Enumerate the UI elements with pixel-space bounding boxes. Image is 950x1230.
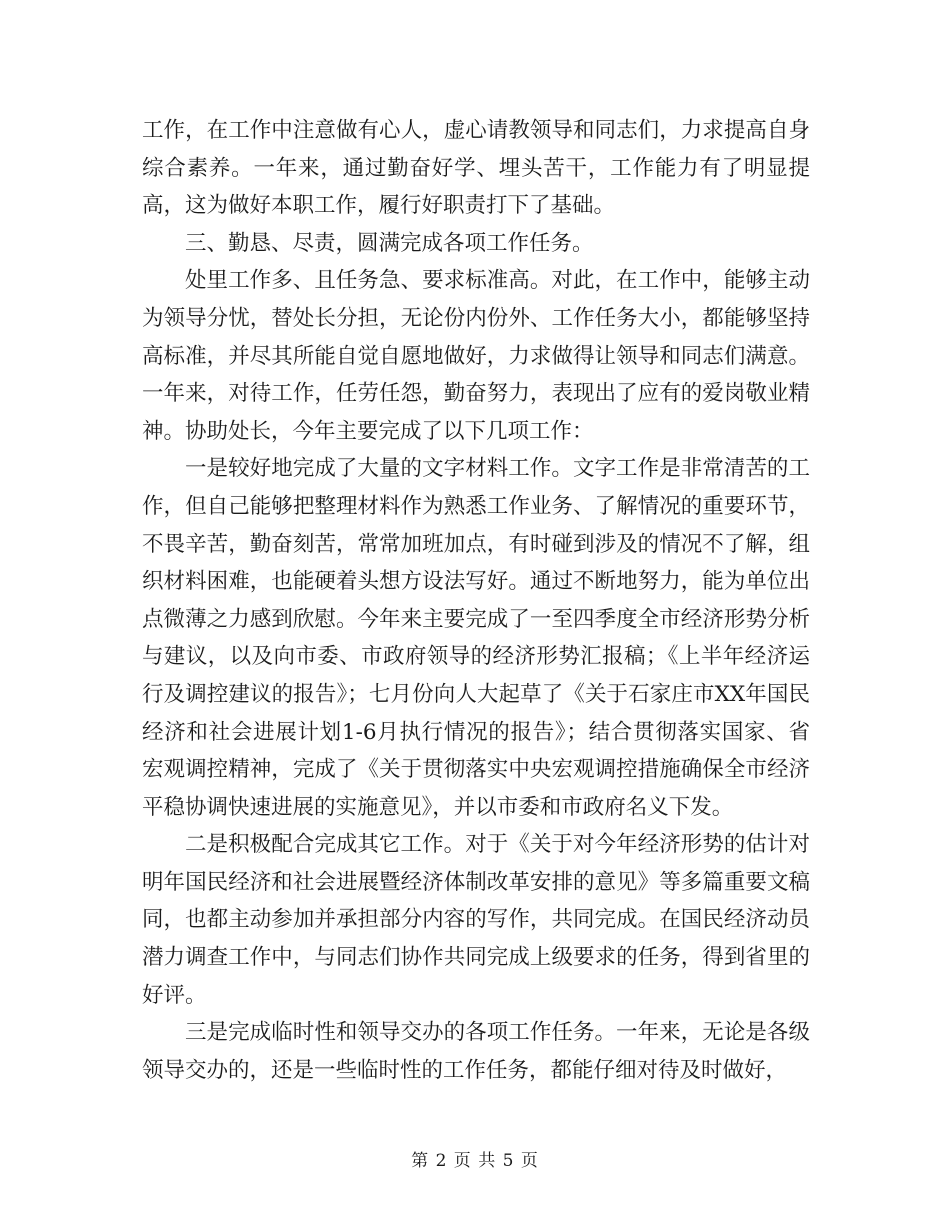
paragraph: 处里工作多、且任务急、要求标准高。对此，在工作中，能够主动为领导分忧，替处长分担，无论份内份外、工作任务大小，都能够坚持高标准，并尽其所能自觉自愿地做好，力求做得让领导和同志们满意。一年来，对待工作，任劳任怨，勤奋努力，表现出了应有的爱岗敬业精神。协助处长，今年主要完成了以下几项工作： — [142, 268, 810, 444]
paragraph: 三是完成临时性和领导交办的各项工作任务。一年来，无论是各级领导交办的，还是一些临时性的工作任务，都能仔细对待及时做好， — [142, 1020, 810, 1083]
paragraph: 二是积极配合完成其它工作。对于《关于对今年经济形势的估计对明年国民经济和社会进展暨经济体制改革安排的意见》等多篇重要文稿同，也都主动参加并承担部分内容的写作，共同完成。在国民经济动员潜力调查工作中，与同志们协作共同完成上级要求的任务，得到省里的好评。 — [142, 832, 810, 1008]
paragraph: 一是较好地完成了大量的文字材料工作。文字工作是非常清苦的工作，但自己能够把整理材料作为熟悉工作业务、了解情况的重要环节，不畏辛苦，勤奋刻苦，常常加班加点，有时碰到涉及的情况不了解，组织材料困难，也能硬着头想方设法写好。通过不断地努力，能为单位出点微薄之力感到欣慰。今年来主要完成了一至四季度全市经济形势分析与建议，以及向市委、市政府领导的经济形势汇报稿；《上半年经济运行及调控建议的报告》；七月份向人大起草了《关于石家庄市XX年国民经济和社会进展计划1-6月执行情况的报告》；结合贯彻落实国家、省宏观调控精神，完成了《关于贯彻落实中央宏观调控措施确保全市经济平稳协调快速进展的实施意见》，并以市委和市政府名义下发。 — [142, 456, 810, 820]
paragraph-continuation: 工作，在工作中注意做有心人，虚心请教领导和同志们，力求提高自身综合素养。一年来，通过勤奋好学、埋头苦干，工作能力有了明显提高，这为做好本职工作，履行好职责打下了基础。 — [142, 118, 810, 219]
document-body — [142, 112, 810, 1089]
section-heading: 三、勤恳、尽责，圆满完成各项工作任务。 — [185, 230, 594, 256]
page-number-footer: 第 2 页 共 5 页 — [411, 1151, 539, 1171]
